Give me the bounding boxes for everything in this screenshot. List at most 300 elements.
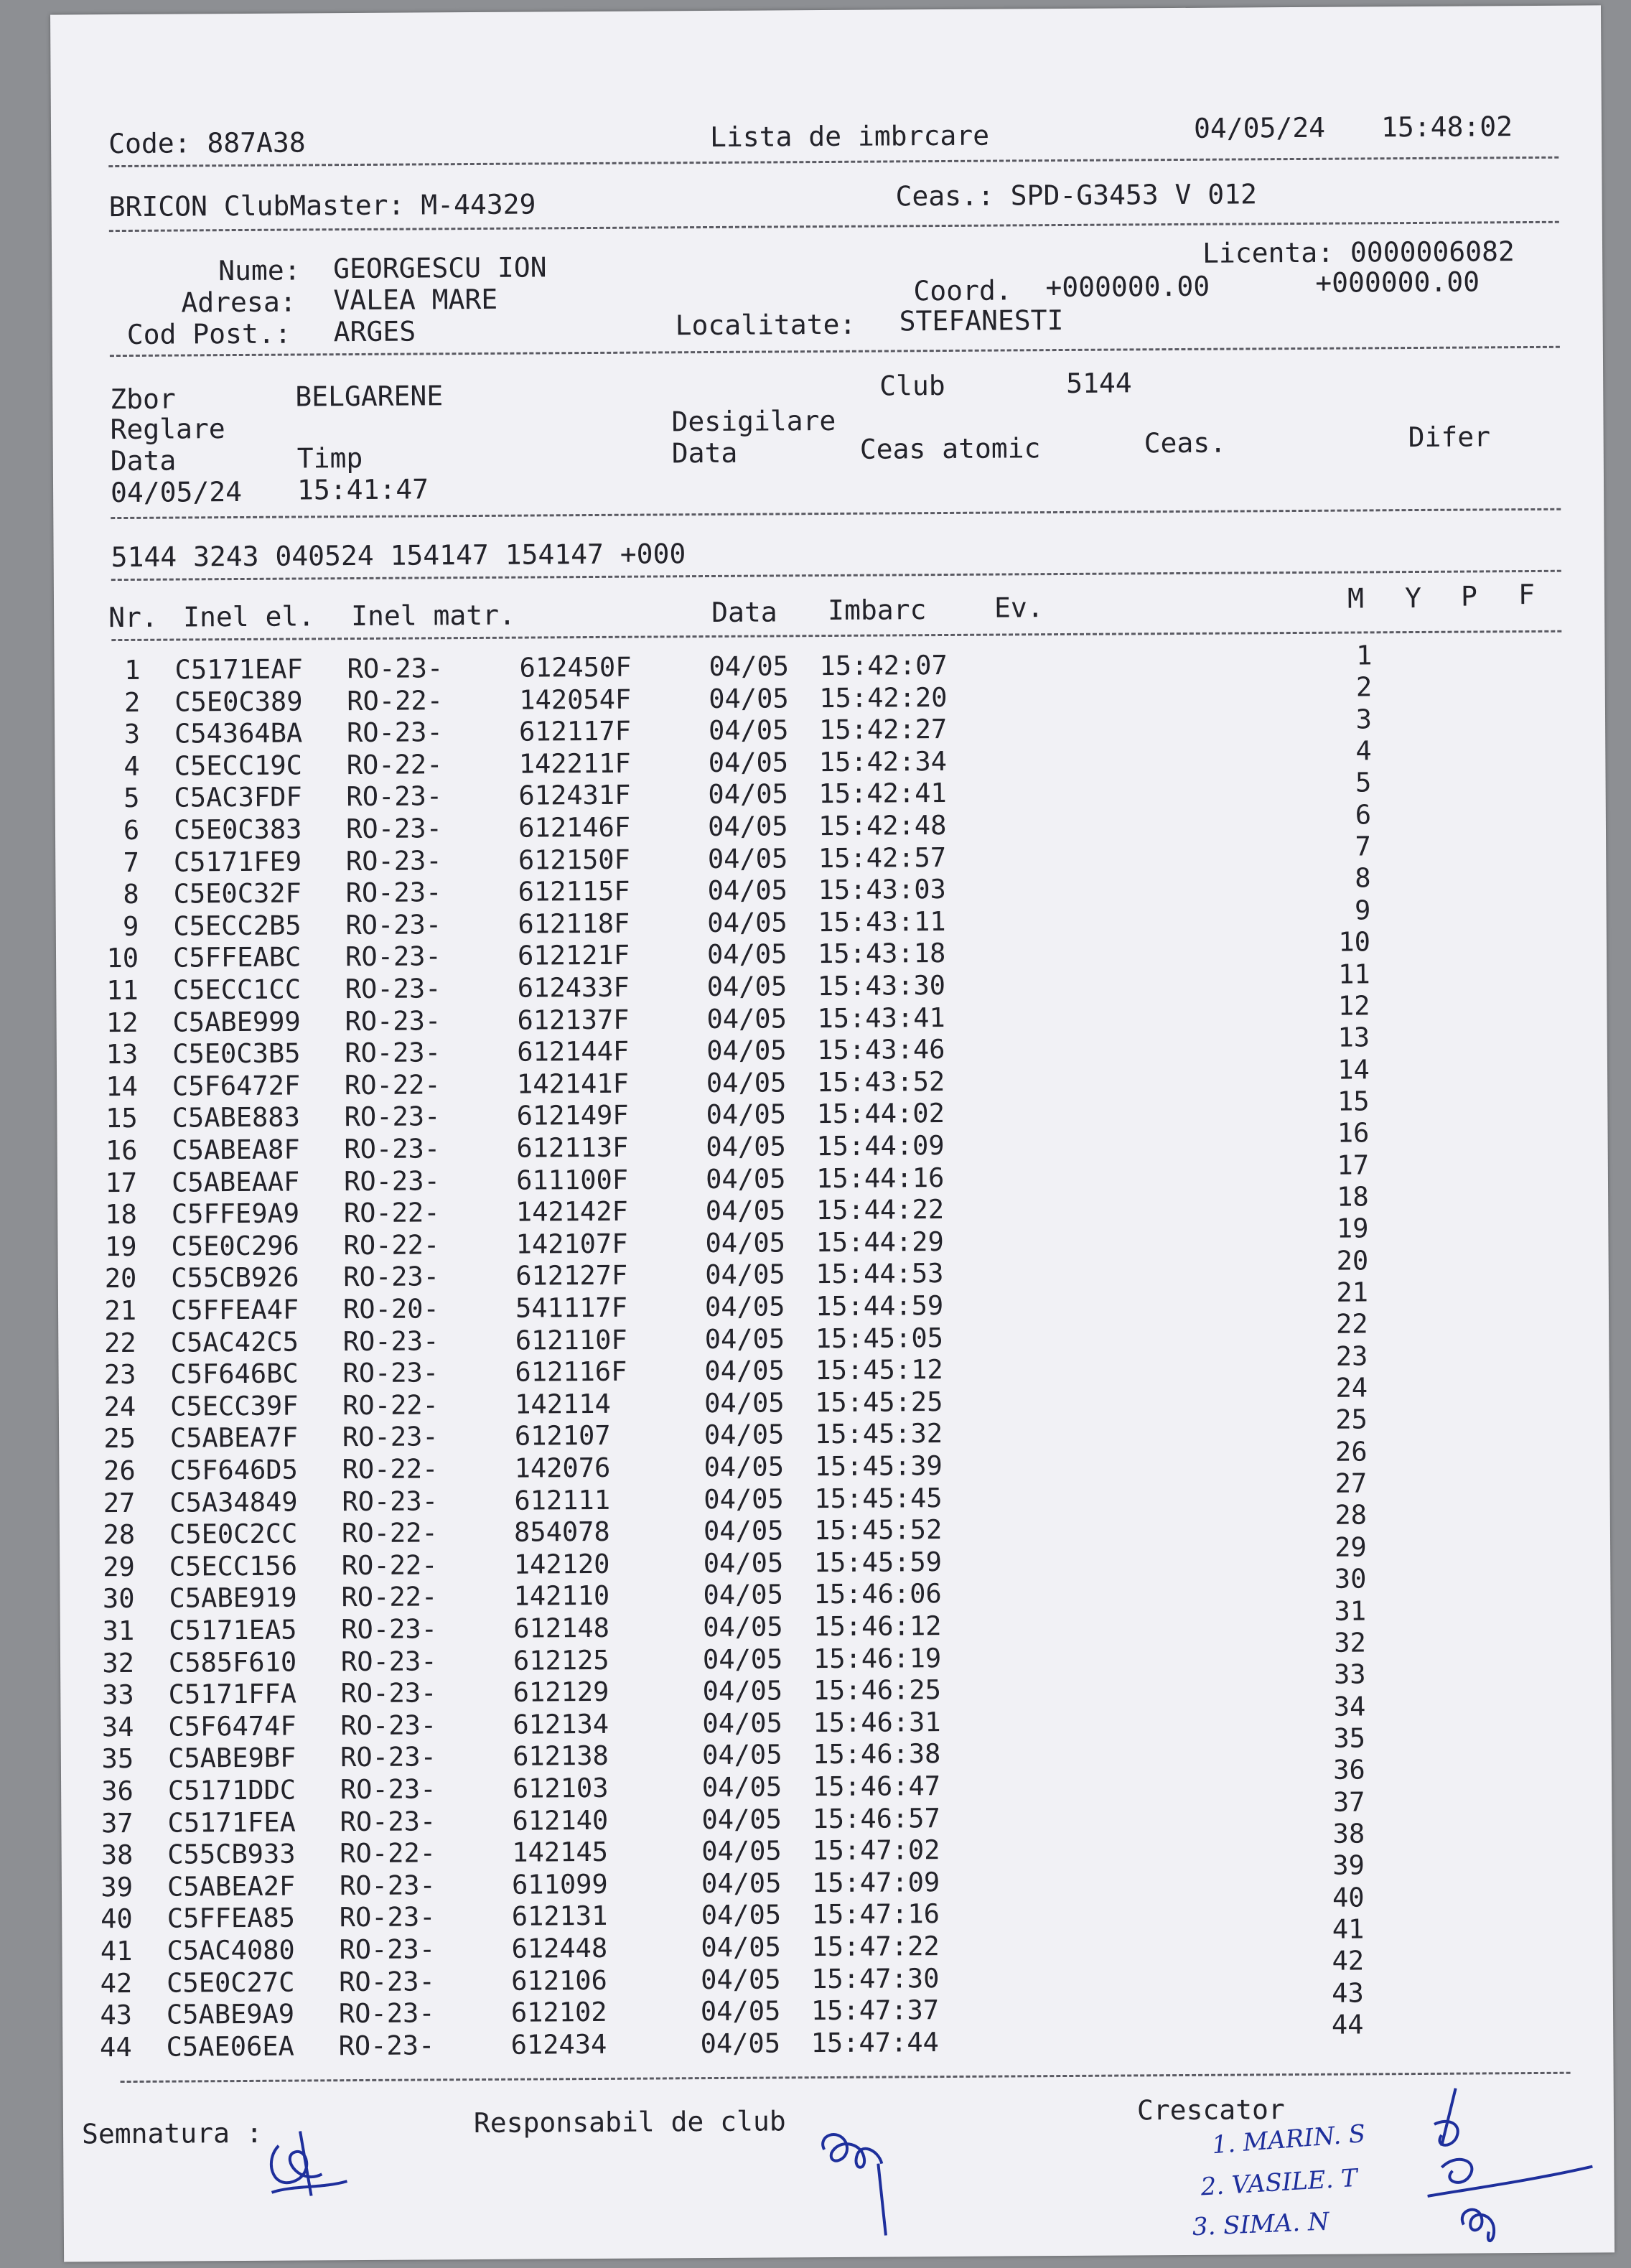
arrival-time: 15:46:47 <box>812 1770 941 1803</box>
ring-number: 612433F <box>517 971 630 1004</box>
license-number: Licenta: 0000006082 <box>1202 235 1515 269</box>
arrival-date: 04/05 <box>708 747 789 778</box>
arrival-date: 04/05 <box>705 1259 785 1291</box>
ring-series: RO-23- <box>342 1357 439 1389</box>
row-number: 12 <box>106 1007 139 1038</box>
arrival-time: 15:45:45 <box>814 1482 943 1514</box>
document-sheet <box>50 5 1614 2262</box>
ring-electronic: C5ECC39F <box>170 1390 299 1422</box>
ring-number: 611100F <box>516 1164 629 1196</box>
row-number: 6 <box>123 814 140 846</box>
arrival-date: 04/05 <box>704 1483 784 1515</box>
arrival-date: 04/05 <box>701 1931 782 1964</box>
arrival-date: 04/05 <box>701 1771 782 1803</box>
coord-lon: +000000.00 <box>1315 266 1480 299</box>
col-y: Y <box>1404 582 1422 615</box>
ring-series: RO-22- <box>346 749 443 780</box>
arrival-rank: 3 <box>1355 704 1373 735</box>
ring-number: 142110 <box>513 1580 610 1613</box>
ring-number: 612450F <box>519 651 632 683</box>
arrival-date: 04/05 <box>703 1515 784 1547</box>
ring-number: 142076 <box>514 1452 611 1484</box>
col-data: Data <box>711 596 777 628</box>
row-number: 17 <box>105 1167 138 1198</box>
arrival-time: 15:47:22 <box>811 1931 940 1963</box>
row-number: 23 <box>103 1359 136 1391</box>
arrival-time: 15:43:52 <box>816 1065 945 1098</box>
arrival-time: 15:43:46 <box>817 1034 945 1066</box>
col-m: M <box>1347 582 1365 615</box>
ring-electronic: C5ECC2B5 <box>173 910 302 942</box>
arrival-rank: 15 <box>1337 1086 1370 1117</box>
ring-electronic: C5ABEAAF <box>172 1166 300 1198</box>
arrival-time: 15:42:07 <box>819 649 948 682</box>
arrival-time: 15:44:53 <box>816 1258 944 1290</box>
arrival-rank: 12 <box>1337 990 1370 1022</box>
row-number: 32 <box>102 1647 135 1679</box>
col-inel-el: Inel el. <box>183 600 315 633</box>
row-number: 8 <box>123 879 139 910</box>
ring-series: RO-23- <box>345 1037 441 1069</box>
ring-series: RO-23- <box>338 2030 435 2061</box>
arrival-rank: 18 <box>1337 1181 1369 1213</box>
ring-electronic: C5FFEA85 <box>167 1902 296 1935</box>
arrival-date: 04/05 <box>708 811 788 843</box>
ring-number: 612149F <box>516 1100 629 1132</box>
ring-electronic: C5F6472F <box>172 1070 301 1102</box>
handwritten-signature-breeder <box>1413 2080 1614 2254</box>
row-number: 33 <box>102 1679 134 1711</box>
ring-series: RO-23- <box>345 844 442 877</box>
divider <box>110 346 1560 357</box>
row-number: 28 <box>103 1519 136 1551</box>
arrival-rank: 28 <box>1335 1499 1368 1531</box>
ring-number: 612110F <box>515 1324 627 1356</box>
divider <box>109 221 1559 232</box>
row-number: 44 <box>99 2031 132 2063</box>
arrival-date: 04/05 <box>706 1098 787 1131</box>
arrival-date: 04/05 <box>702 1739 782 1771</box>
arrival-time: 15:42:41 <box>818 778 947 810</box>
arrival-time: 15:47:37 <box>810 1994 940 2027</box>
ring-electronic: C5AC4080 <box>167 1934 295 1966</box>
ring-series: RO-23- <box>340 1741 436 1773</box>
col-inel-matr: Inel matr. <box>351 599 516 633</box>
clock-label: Ceas. <box>1144 426 1227 459</box>
row-number: 35 <box>101 1743 134 1775</box>
row-number: 20 <box>104 1263 137 1294</box>
row-number: 34 <box>101 1711 134 1742</box>
arrival-date: 04/05 <box>705 1162 786 1195</box>
row-number: 4 <box>123 750 140 782</box>
col-nr: Nr. <box>108 601 158 634</box>
arrival-date: 04/05 <box>707 907 788 938</box>
atomic-clock-label: Ceas atomic <box>859 432 1041 465</box>
ring-electronic: C5171FFA <box>168 1678 297 1710</box>
arrival-date: 04/05 <box>702 1707 782 1739</box>
ring-series: RO-23- <box>342 1485 439 1517</box>
ring-electronic: C5ABE919 <box>169 1582 297 1615</box>
ring-number: 142120 <box>513 1548 610 1580</box>
ring-electronic: C5ECC19C <box>174 750 303 782</box>
ring-series: RO-23- <box>341 1613 438 1646</box>
row-number: 26 <box>103 1455 136 1487</box>
ring-series: RO-23- <box>339 1901 436 1933</box>
row-number: 22 <box>104 1327 136 1358</box>
ring-electronic: C5FFE9A9 <box>171 1198 300 1230</box>
arrival-rank: 44 <box>1331 2009 1364 2040</box>
ring-electronic: C5AE06EA <box>166 2030 295 2063</box>
ring-series: RO-23- <box>343 1261 440 1293</box>
ring-electronic: C5ABE9BF <box>168 1742 296 1775</box>
ring-electronic: C5AC42C5 <box>170 1326 299 1358</box>
ring-series: RO-23- <box>340 1709 437 1741</box>
ring-series: RO-22- <box>342 1453 439 1485</box>
row-number: 11 <box>106 974 139 1007</box>
coord-lat: +000000.00 <box>1045 270 1210 304</box>
ring-number: 142054F <box>519 683 632 716</box>
arrival-time: 15:44:29 <box>816 1226 944 1258</box>
arrival-date: 04/05 <box>701 1964 781 1995</box>
ring-electronic: C5A34849 <box>169 1486 298 1518</box>
row-number: 16 <box>105 1134 138 1167</box>
ring-series: RO-22- <box>341 1549 438 1581</box>
arrival-time: 15:46:06 <box>813 1578 942 1610</box>
ring-series: RO-22- <box>342 1389 439 1421</box>
ring-series: RO-22- <box>344 1069 441 1101</box>
arrival-time: 15:45:25 <box>815 1386 943 1418</box>
ring-number: 611099 <box>511 1868 608 1900</box>
arrival-time: 15:47:16 <box>811 1898 940 1931</box>
print-date: 04/05/24 <box>1193 111 1326 144</box>
row-number: 18 <box>105 1199 138 1231</box>
ring-number: 612103 <box>512 1772 609 1804</box>
reglare-time: 15:41:47 <box>296 473 429 506</box>
ring-number: 612137F <box>517 1004 630 1036</box>
ring-number: 142145 <box>512 1837 609 1868</box>
club-number: 5144 <box>1066 367 1132 399</box>
ring-series: RO-23- <box>346 780 443 813</box>
row-number: 13 <box>106 1039 139 1070</box>
arrival-rank: 40 <box>1332 1882 1365 1913</box>
row-number: 29 <box>103 1551 135 1582</box>
breeder-label: Crescator <box>1136 2094 1285 2127</box>
arrival-date: 04/05 <box>700 2027 781 2059</box>
ring-number: 612431F <box>518 780 631 812</box>
ring-number: 612144F <box>517 1035 630 1068</box>
arrival-date: 04/05 <box>706 1035 787 1067</box>
ring-series: RO-23- <box>344 1101 441 1133</box>
ring-series: RO-23- <box>340 1645 437 1677</box>
arrival-time: 15:43:18 <box>817 938 946 970</box>
ring-number: 612127F <box>515 1260 628 1292</box>
ring-series: RO-23- <box>339 1870 436 1901</box>
row-number: 37 <box>101 1807 134 1839</box>
row-number: 2 <box>123 686 141 718</box>
arrival-time: 15:46:31 <box>813 1706 941 1738</box>
arrival-date: 04/05 <box>705 1227 786 1259</box>
arrival-date: 04/05 <box>704 1451 785 1483</box>
arrival-time: 15:42:34 <box>818 745 948 778</box>
ring-electronic: C5F646BC <box>170 1358 299 1390</box>
arrival-date: 04/05 <box>704 1322 785 1355</box>
row-number: 15 <box>106 1103 138 1134</box>
arrival-time: 15:43:11 <box>818 905 946 938</box>
arrival-time: 15:47:44 <box>810 2026 939 2058</box>
ring-number: 612121F <box>517 940 630 972</box>
ring-number: 612434 <box>510 2028 607 2061</box>
arrival-time: 15:46:38 <box>813 1738 941 1770</box>
ring-number: 612107 <box>514 1420 611 1452</box>
arrival-rank: 10 <box>1338 926 1371 958</box>
arrival-rank: 26 <box>1335 1436 1368 1467</box>
ring-series: RO-22- <box>341 1581 438 1613</box>
divider <box>108 157 1558 167</box>
arrival-date: 04/05 <box>703 1611 783 1643</box>
ring-electronic: C5E0C32F <box>173 877 302 910</box>
ring-electronic: C5ECC1CC <box>172 974 302 1006</box>
ring-electronic: C5F6474F <box>168 1710 296 1742</box>
flight-label: Zbor <box>110 383 176 416</box>
arrival-date: 04/05 <box>704 1355 785 1387</box>
flight-name: BELGARENE <box>295 380 444 413</box>
ring-series: RO-23- <box>339 1933 436 1966</box>
arrival-date: 04/05 <box>703 1579 784 1611</box>
divider <box>121 2072 1571 2083</box>
row-number: 25 <box>103 1423 136 1455</box>
arrival-time: 15:47:09 <box>811 1866 940 1898</box>
signature-label: Semnatura : <box>81 2117 263 2150</box>
ring-electronic: C5ABEA8F <box>172 1134 300 1166</box>
desigilare-label: Desigilare <box>671 404 836 438</box>
ring-number: 612134 <box>513 1708 609 1740</box>
ring-number: 612146F <box>518 811 631 844</box>
col-p: P <box>1460 580 1478 612</box>
arrival-date: 04/05 <box>701 1803 782 1835</box>
arrival-rank: 33 <box>1333 1658 1366 1690</box>
arrival-time: 15:47:30 <box>811 1962 940 1994</box>
ring-series: RO-23- <box>338 1997 435 2030</box>
timp-label: Timp <box>296 442 363 475</box>
handwritten-signature-owner <box>257 2117 358 2203</box>
ring-series: RO-23- <box>347 653 444 685</box>
ring-electronic: C5E0C383 <box>174 813 302 846</box>
arrival-rank: 2 <box>1355 671 1373 703</box>
ring-electronic: C55CB933 <box>167 1838 296 1870</box>
row-number: 40 <box>101 1903 133 1935</box>
ring-electronic: C5ECC156 <box>169 1550 298 1582</box>
locality-label: Localitate: <box>675 308 856 342</box>
ring-number: 612115F <box>518 875 630 907</box>
arrival-rank: 6 <box>1355 799 1372 831</box>
ring-number: 612118F <box>518 907 630 940</box>
ring-number: 612125 <box>513 1644 609 1676</box>
reglare-date: 04/05/24 <box>110 475 243 509</box>
arrival-time: 15:46:57 <box>812 1802 940 1834</box>
arrival-time: 15:45:32 <box>814 1418 943 1450</box>
arrival-date: 04/05 <box>704 1419 785 1451</box>
arrival-rank: 8 <box>1355 862 1371 894</box>
arrival-date: 04/05 <box>707 874 788 907</box>
clock-id: Ceas.: SPD-G3453 V 012 <box>895 178 1258 213</box>
print-time: 15:48:02 <box>1380 111 1513 144</box>
arrival-time: 15:42:27 <box>818 714 948 746</box>
coord-label: Coord. <box>913 274 1012 307</box>
ring-series: RO-23- <box>345 973 441 1005</box>
col-imbarc: Imbarc <box>827 594 927 626</box>
row-number: 21 <box>104 1294 137 1327</box>
arrival-rank: 13 <box>1337 1022 1370 1053</box>
handwritten-name-1: 1. MARIN. S <box>1210 2119 1367 2160</box>
arrival-date: 04/05 <box>704 1387 785 1419</box>
arrival-rank: 9 <box>1354 895 1371 926</box>
row-number: 31 <box>102 1615 135 1647</box>
ring-electronic: C5F646D5 <box>169 1454 299 1486</box>
arrival-time: 15:46:19 <box>813 1642 942 1674</box>
ring-number: 612116F <box>515 1355 627 1388</box>
arrival-rank: 24 <box>1335 1372 1368 1404</box>
arrival-date: 04/05 <box>702 1643 783 1675</box>
arrival-rank: 19 <box>1336 1213 1369 1244</box>
ring-series: RO-23- <box>345 877 442 909</box>
ring-number: 612131 <box>511 1900 608 1933</box>
ring-series: RO-23- <box>339 1965 435 1997</box>
arrival-date: 04/05 <box>706 938 788 971</box>
row-number: 38 <box>101 1839 134 1871</box>
ring-electronic: C5E0C296 <box>171 1230 299 1262</box>
ring-series: RO-23- <box>340 1805 436 1837</box>
arrival-date: 04/05 <box>705 1195 786 1227</box>
arrival-rank: 39 <box>1332 1849 1365 1882</box>
ring-electronic: C5AC3FDF <box>174 781 302 813</box>
ring-electronic: C5E0C389 <box>174 686 303 718</box>
arrival-rank: 22 <box>1335 1308 1368 1340</box>
ring-series: RO-23- <box>345 941 441 973</box>
ring-series: RO-22- <box>347 684 444 717</box>
ring-series: RO-22- <box>341 1517 438 1549</box>
ring-series: RO-23- <box>344 1133 441 1165</box>
ring-number: 612129 <box>513 1676 609 1708</box>
ring-electronic: C5171EAF <box>174 653 303 686</box>
row-number: 43 <box>100 1999 133 2031</box>
arrival-date: 04/05 <box>709 650 790 683</box>
ring-series: RO-22- <box>340 1837 436 1870</box>
row-number: 39 <box>101 1871 134 1903</box>
owner-name-label: Nume: <box>218 254 301 287</box>
arrival-time: 15:43:30 <box>817 970 946 1002</box>
arrival-date: 04/05 <box>709 682 789 714</box>
ring-number: 612111 <box>514 1484 611 1516</box>
ring-series: RO-23- <box>340 1773 436 1806</box>
ring-number: 612113F <box>516 1131 629 1164</box>
row-number: 9 <box>122 910 139 942</box>
ring-electronic: C54364BA <box>174 717 303 750</box>
arrival-time: 15:42:57 <box>818 841 947 874</box>
ring-number: 142141F <box>516 1068 630 1100</box>
row-number: 30 <box>102 1583 135 1615</box>
arrival-time: 15:44:59 <box>815 1290 944 1322</box>
ring-series: RO-23- <box>346 717 443 749</box>
arrival-time: 15:44:02 <box>816 1098 945 1130</box>
address-label: Adresa: <box>181 286 296 319</box>
club-label: Club <box>879 369 945 402</box>
ring-number: 612148 <box>513 1612 610 1644</box>
arrival-rank: 20 <box>1336 1245 1369 1277</box>
desigilare-data-label: Data <box>671 437 738 470</box>
arrival-time: 15:45:39 <box>814 1450 943 1483</box>
ring-number: 142211F <box>518 747 631 780</box>
arrival-date: 04/05 <box>701 1899 782 1931</box>
arrival-date: 04/05 <box>703 1547 784 1579</box>
ring-electronic: C5ABEA7F <box>169 1422 299 1455</box>
ring-number: 854078 <box>513 1516 610 1548</box>
ring-electronic: C5ABE883 <box>172 1101 301 1134</box>
arrival-date: 04/05 <box>702 1675 783 1707</box>
postcode: ARGES <box>333 315 416 348</box>
ring-electronic: C5FFEA4F <box>170 1294 299 1326</box>
arrival-date: 04/05 <box>706 1002 788 1035</box>
arrival-rank: 31 <box>1334 1595 1367 1627</box>
arrival-date: 04/05 <box>706 1067 787 1098</box>
ring-electronic: C55CB926 <box>171 1261 299 1294</box>
ring-electronic: C5171EA5 <box>169 1614 297 1646</box>
row-number: 14 <box>106 1070 139 1102</box>
row-number: 5 <box>123 783 140 814</box>
ring-number: 541117F <box>515 1292 628 1324</box>
arrival-time: 15:45:52 <box>813 1514 943 1546</box>
arrival-time: 15:45:12 <box>815 1354 943 1386</box>
arrival-date: 04/05 <box>708 778 788 811</box>
row-number: 7 <box>123 846 140 878</box>
row-number: 1 <box>124 654 141 686</box>
document-title: Lista de imbrcare <box>709 119 990 153</box>
ring-series: RO-23- <box>342 1421 439 1453</box>
row-number: 42 <box>100 1967 133 1999</box>
ring-electronic: C5ABEA2F <box>167 1870 296 1903</box>
divider <box>111 508 1561 519</box>
row-number: 24 <box>103 1391 136 1422</box>
ring-number: 612102 <box>510 1997 607 2028</box>
arrival-time: 15:45:05 <box>815 1322 944 1354</box>
ring-number: 142114 <box>515 1388 611 1420</box>
ring-electronic: C5171DDC <box>167 1774 296 1806</box>
arrival-date: 04/05 <box>706 1131 786 1163</box>
ring-electronic: C585F610 <box>168 1646 297 1679</box>
arrival-rank: 32 <box>1334 1627 1366 1658</box>
ring-number: 612106 <box>511 1964 607 1997</box>
row-number: 3 <box>123 719 141 750</box>
row-number: 27 <box>103 1487 136 1518</box>
row-number: 19 <box>104 1231 137 1262</box>
arrival-time: 15:47:02 <box>812 1834 940 1867</box>
arrival-rank: 1 <box>1356 640 1373 671</box>
difference-label: Difer <box>1408 421 1491 454</box>
ring-electronic: C5171FEA <box>167 1806 296 1839</box>
ring-number: 612448 <box>511 1932 608 1964</box>
arrival-rank: 7 <box>1355 831 1371 862</box>
arrival-time: 15:46:25 <box>813 1674 942 1707</box>
col-ev: Ev. <box>994 592 1044 624</box>
arrival-time: 15:42:20 <box>819 681 948 714</box>
col-f: F <box>1518 578 1536 611</box>
data-label: Data <box>110 444 177 477</box>
owner-name: GEORGESCU ION <box>333 251 547 285</box>
arrival-rank: 21 <box>1336 1277 1369 1308</box>
ring-electronic: C5ABE9A9 <box>166 1998 295 2030</box>
ring-electronic: C5ABE999 <box>172 1006 301 1038</box>
ring-electronic: C5171FE9 <box>173 846 302 878</box>
ring-series: RO-22- <box>343 1197 440 1229</box>
